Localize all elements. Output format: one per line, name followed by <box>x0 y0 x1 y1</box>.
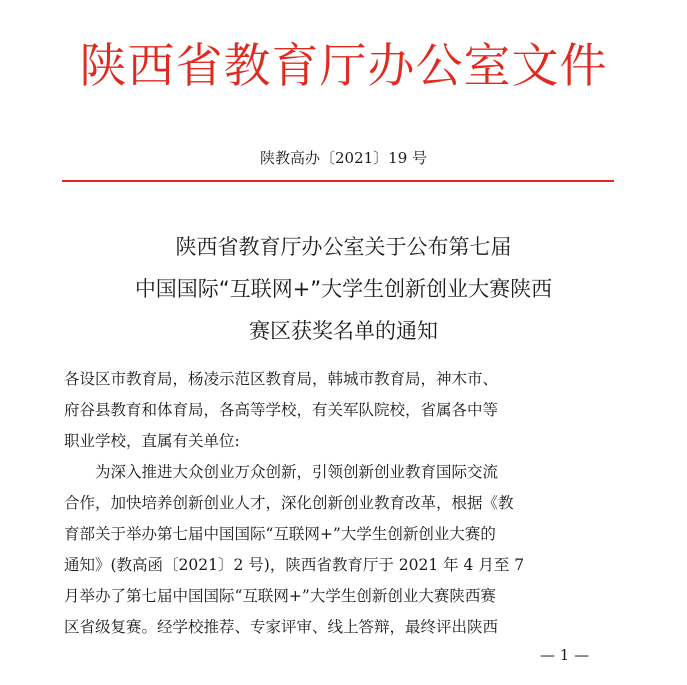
body-paragraph-line: 育部关于举办第七届中国国际“互联网+”大学生创新创业大赛的 <box>64 525 496 543</box>
document-number: 陕教高办〔2021〕19 号 <box>259 149 428 167</box>
addressee-line: 府谷县教育和体育局，各高等学校，有关军队院校，省属各中等 <box>64 401 499 419</box>
notice-title-line: 陕西省教育厅办公室关于公布第七届 <box>175 235 512 259</box>
body-paragraph-line: 区省级复赛。经学校推荐、专家评审、线上答辩，最终评出陕西 <box>64 618 499 636</box>
notice-title <box>0 226 687 352</box>
body-paragraph-line: 合作，加快培养创新创业人才，深化创新创业教育改革，根据《教 <box>64 494 514 512</box>
document-header-title: 陕西省教育厅办公室文件 <box>79 39 608 94</box>
addressee-line: 职业学校，直属有关单位: <box>64 432 240 450</box>
notice-title-line: 赛区获奖名单的通知 <box>249 319 438 343</box>
body-paragraph-line: 为深入推进大众创业万众创新，引领创新创业教育国际交流 <box>95 463 499 481</box>
notice-title-line: 中国国际“互联网+”大学生创新创业大赛陕西 <box>134 277 553 301</box>
document-body <box>64 364 624 643</box>
addressee-line: 各设区市教育局，杨凌示范区教育局，韩城市教育局，神木市、 <box>64 370 499 388</box>
red-divider-rule <box>62 180 614 182</box>
body-paragraph-line: 月举办了第七届中国国际“互联网+”大学生创新创业大赛陕西赛 <box>64 587 496 605</box>
page-number: — 1 — <box>540 646 590 664</box>
body-paragraph-line: 通知》(教高函〔2021〕2 号)，陕西省教育厅于 2021 年 4 月至 7 <box>64 556 525 574</box>
